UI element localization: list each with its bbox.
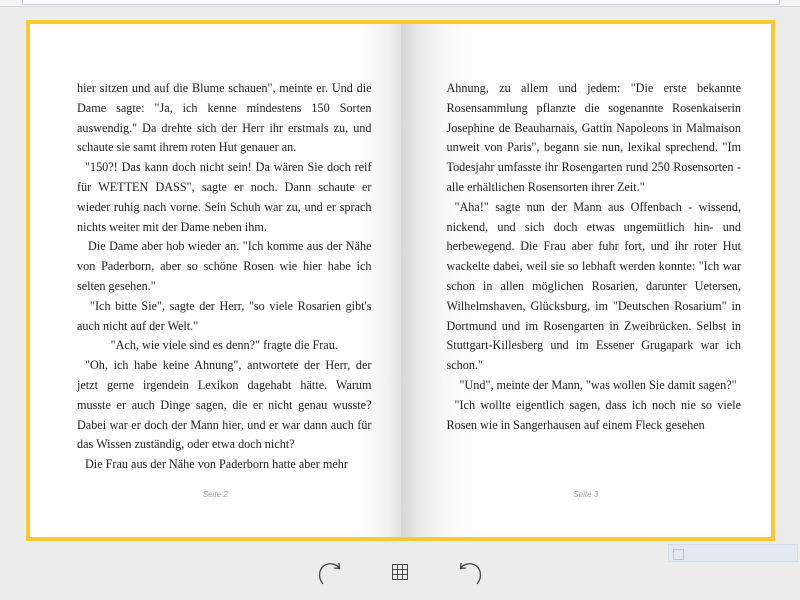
paragraph: Die Frau aus der Nähe von Paderborn hatte aber mehr <box>85 457 348 472</box>
forward-button[interactable] <box>313 556 345 588</box>
watermark-icon <box>673 549 684 560</box>
left-page[interactable] <box>30 24 401 537</box>
paragraph: "Ich wollte eigentlich sagen, dass ich noch nie so viele Rosen wie in Sangerhausen auf einem Fleck gesehen <box>446 397 741 432</box>
paragraph: "150?! Das kann doch nicht sein! Da wären Sie doch reif für WETTEN DASS", sagte er noch. Dann schaute er wieder ruhig nach vorne. Sein Schuh war zu, und er sprach nichts weiter mit der Dame neben ihm. <box>77 160 372 234</box>
page-number-left: Seite 2 <box>202 490 228 499</box>
redo-arrow-icon <box>314 557 344 587</box>
left-page-text <box>77 79 372 475</box>
right-page[interactable] <box>401 24 772 537</box>
grid-view-button[interactable] <box>384 556 416 588</box>
page-number-right: Seite 3 <box>573 490 599 499</box>
top-toolbar-frame <box>22 0 780 5</box>
undo-arrow-icon <box>456 557 486 587</box>
right-page-text <box>447 79 742 435</box>
paragraph: hier sitzen und auf die Blume schauen", meinte er. Und die Dame sagte: "Ja, ich kenne mindestens 150 Sorten auswendig." Da drehte sich der Herr ihr erstmals zu, und schaute sie samt ihrem roten Hut genauer an. <box>77 81 372 155</box>
paragraph: "Und", meinte der Mann, "was wollen Sie damit sagen?" <box>459 377 737 392</box>
watermark-badge <box>668 544 798 562</box>
top-toolbar-strip <box>0 0 800 7</box>
grid-icon <box>391 563 409 581</box>
paragraph: "Ach, wie viele sind es denn?" fragte die Frau. <box>110 338 338 353</box>
paragraph: Ahnung, zu allem und jedem: "Die erste bekannte Rosensammlung pflanzte die sogenannte Rosenkaiserin Josephine de Beauharnais, Gattin Napoleons in Malmaison unweit von Paris", begann sie nun, lexikal sprechend. "Im Todesjahr umfasste ihr Rosengarten rund 250 Rosensorten - alle erhältlichen Rosensorten ihrer Zeit." <box>446 81 741 194</box>
back-button[interactable] <box>455 556 487 588</box>
paragraph: "Oh, ich habe keine Ahnung", antwortete der Herr, der jetzt gerne irgendein Lexikon dagehabt hätte. Warum musste er auch Dinge sagen, die er nicht genau wusste? Dabei war er doch der Mann hier, und er war dann auch für das Wissen zuständig, oder etwa doch nicht? <box>77 358 372 452</box>
book-viewer <box>26 20 775 541</box>
paragraph: Die Dame aber hob wieder an. "Ich komme aus der Nähe von Paderborn, aber so schöne Rosen wie hier habe ich selten gesehen." <box>77 239 372 293</box>
paragraph: "Ich bitte Sie", sagte der Herr, "so viele Rosarien gibt's auch nicht auf der Welt." <box>77 298 372 333</box>
paragraph: "Aha!" sagte nun der Mann aus Offenbach - wissend, nickend, und sich doch etwas ungemütlich hin- und herbewegend. Die Frau aber fuhr fort, und ihr roter Hut wackelte dabei, weil sie so lebhaft werden konnte: "Ich war schon in allen möglichen Rosarien, darunter Uetersen, Wilhelmshaven, Glücksburg, im "Deutschen Rosarium" in Dortmund und im Rosengarten in Zweibrücken. Selbst in Stuttgart-Killesberg und im Essener Grugapark war ich schon." <box>446 199 741 373</box>
